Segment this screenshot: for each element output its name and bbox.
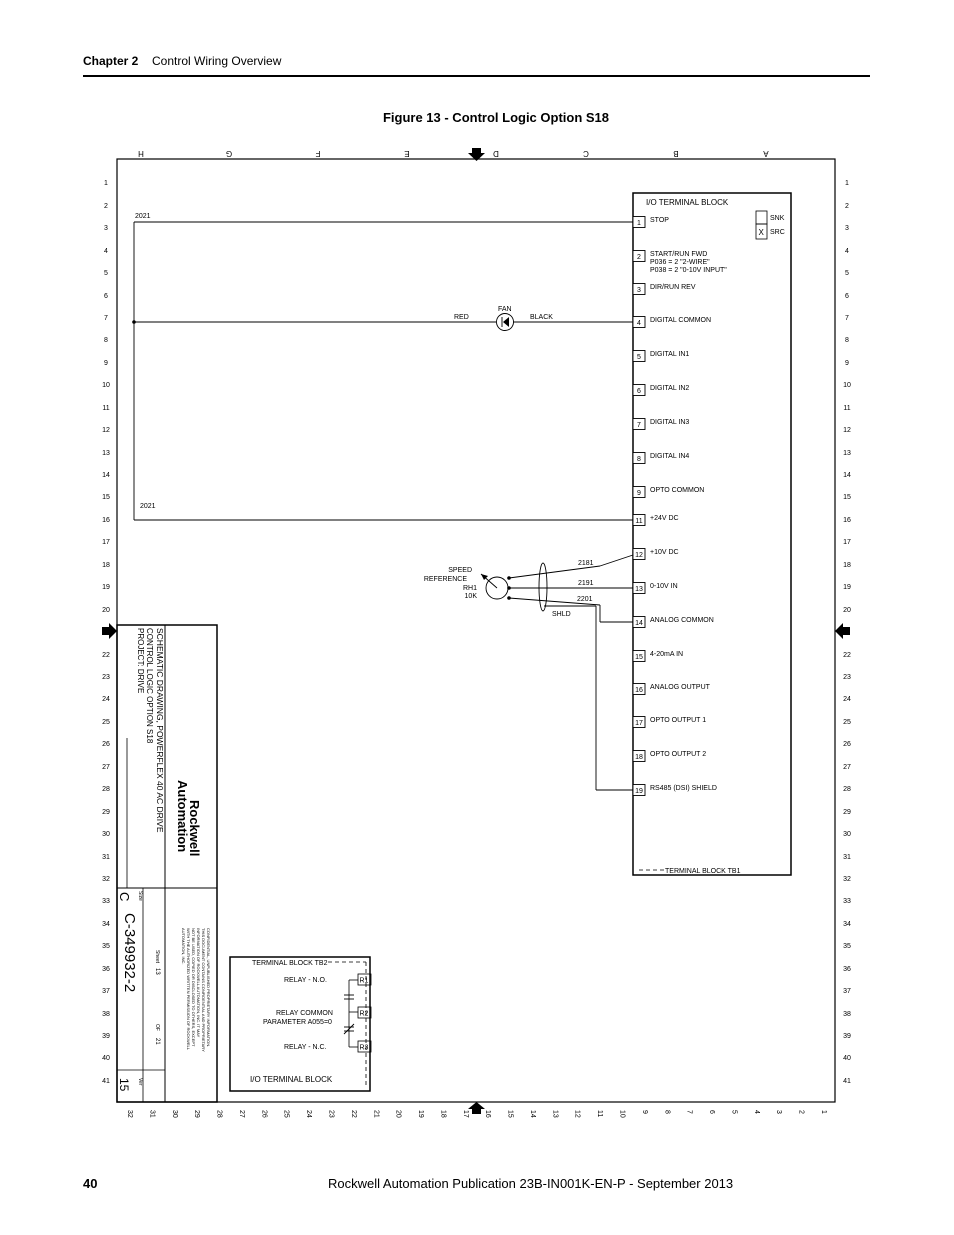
row-number-right: 5 <box>845 270 849 277</box>
wire-2181-b <box>600 555 633 566</box>
bottom-number: 15 <box>506 1110 514 1118</box>
row-number-left: 8 <box>104 337 108 344</box>
bottom-number: 26 <box>260 1110 268 1118</box>
bottom-number: 28 <box>215 1110 223 1118</box>
red-label: RED <box>454 314 469 321</box>
r2-label: R2 <box>359 1010 369 1018</box>
bottom-number: 12 <box>573 1110 581 1118</box>
relay-block-text <box>250 960 369 1084</box>
r1-label: R1 <box>359 977 369 985</box>
row-number-left: 22 <box>102 652 110 659</box>
terminal-label: OPTO OUTPUT 2 <box>650 751 707 758</box>
r3-label: R3 <box>359 1044 369 1052</box>
row-number-left: 13 <box>102 450 110 457</box>
src-selected-mark: X <box>758 228 764 237</box>
row-number-left: 27 <box>102 764 110 771</box>
row-number-right: 38 <box>843 1011 851 1018</box>
bottom-number: 19 <box>417 1110 424 1118</box>
figure-title: Figure 13 - Control Logic Option S18 <box>382 110 610 125</box>
row-number-right: 15 <box>843 494 851 501</box>
row-number-left: 2 <box>104 203 108 210</box>
row-number-right: 13 <box>843 450 851 457</box>
terminal-number: 14 <box>635 620 643 627</box>
drawing-number: C-349932-2 <box>121 913 138 993</box>
row-number-left: 34 <box>102 921 110 928</box>
chapter-label: Chapter 2 <box>83 54 139 68</box>
row-number-right: 2 <box>845 203 849 210</box>
terminal-number: 6 <box>637 388 641 395</box>
terminal-number: 1 <box>637 220 641 227</box>
terminal-label: ANALOG COMMON <box>650 617 714 624</box>
row-number-right: 8 <box>845 337 849 344</box>
row-number-left: 38 <box>102 1011 110 1018</box>
terminal-number: 17 <box>635 720 643 727</box>
row-number-left: 11 <box>102 405 110 412</box>
row-number-left: 10 <box>102 382 110 389</box>
terminal-number: 9 <box>637 490 641 497</box>
row-number-left: 19 <box>102 584 110 591</box>
bottom-number: 2 <box>797 1110 805 1114</box>
frame-labels <box>102 149 851 1118</box>
pot-terminal-top <box>507 576 511 580</box>
relay-nc-label: RELAY - N.C. <box>284 1044 327 1051</box>
pot-terminal-bottom <box>507 596 511 600</box>
bottom-number: 25 <box>282 1110 290 1118</box>
row-number-right: 41 <box>843 1078 851 1085</box>
column-letter: H <box>138 149 144 158</box>
wire-2181-label: 2181 <box>578 560 594 567</box>
sheet-label: Sheet <box>154 950 160 964</box>
bottom-number: 20 <box>394 1110 402 1118</box>
row-number-left: 1 <box>104 180 108 187</box>
sheet-value: 13 <box>154 968 160 975</box>
terminal-label: DIR/RUN REV <box>650 284 696 291</box>
row-number-left: 29 <box>102 809 110 816</box>
bottom-center-arrow <box>468 1102 485 1114</box>
relay-common-label: RELAY COMMON <box>276 1010 333 1017</box>
row-number-right: 3 <box>845 225 849 232</box>
bottom-number: 8 <box>663 1110 671 1114</box>
bottom-number: 22 <box>349 1110 357 1118</box>
column-letter: A <box>763 149 769 158</box>
bottom-number: 7 <box>685 1110 693 1114</box>
bottom-number: 27 <box>237 1110 245 1118</box>
size-value: C <box>117 892 132 902</box>
row-number-left: 4 <box>104 248 108 255</box>
chapter-title: Control Wiring Overview <box>152 54 282 68</box>
confidential-line: NOT BE USED, COPIED OR DISCLOSED TO OTHERS, EXCEPT <box>191 928 196 1047</box>
bottom-number: 14 <box>529 1110 536 1118</box>
confidential-line: THIS DOCUMENT CONTAINS CONFIDENTIAL AND PROPRIETARY <box>201 928 206 1052</box>
row-number-right: 14 <box>843 472 851 479</box>
confidential-line: INFORMATION OF ROCKWELL AUTOMATION, INC. IT MAY <box>196 928 201 1038</box>
io-terminal-block-title: I/O TERMINAL BLOCK <box>646 198 729 207</box>
rh1-label: RH1 <box>462 585 477 592</box>
row-number-left: 7 <box>104 315 108 322</box>
row-number-left: 6 <box>104 293 108 300</box>
row-number-left: 23 <box>102 674 110 681</box>
terminal-label: DIGITAL COMMON <box>650 317 712 324</box>
row-number-right: 32 <box>843 876 851 883</box>
of-value: 21 <box>154 1038 160 1045</box>
terminal-sub-label: P036 = 2 "2-WIRE" <box>650 259 710 266</box>
logo-rockwell: Rockwell <box>187 800 202 857</box>
terminal-label: START/RUN FWD <box>650 251 708 258</box>
row-number-left: 5 <box>104 270 108 277</box>
row-number-right: 28 <box>843 786 851 793</box>
row-number-left: 20 <box>102 607 110 614</box>
terminal-number: 2 <box>637 254 641 261</box>
size-label: Size <box>137 891 143 901</box>
wiring-marks <box>132 317 511 600</box>
snk-label: SNK <box>770 215 785 222</box>
row-number-right: 6 <box>845 293 849 300</box>
wiring <box>134 222 633 790</box>
terminal-label: DIGITAL IN2 <box>650 385 690 392</box>
relay-no-label: RELAY - N.O. <box>284 977 327 984</box>
snk-box <box>756 211 767 224</box>
wire-2021-top-label: 2021 <box>135 213 151 220</box>
column-letter: C <box>583 149 589 158</box>
terminal-number: 16 <box>635 687 643 694</box>
row-number-right: 40 <box>843 1055 851 1062</box>
column-letter: G <box>225 149 233 158</box>
bottom-number: 5 <box>730 1110 738 1114</box>
title-block-text <box>117 628 211 1092</box>
row-number-left: 12 <box>102 427 110 434</box>
row-number-left: 36 <box>102 966 110 973</box>
terminal-label: +10V DC <box>650 549 679 556</box>
row-number-right: 31 <box>843 854 851 861</box>
row-number-left: 39 <box>102 1033 110 1040</box>
bottom-number: 10 <box>618 1110 626 1118</box>
terminal-number: 15 <box>635 654 643 661</box>
confidential-line: WITH THE AUTHORIZED WRITTEN PERMISSION OF ROCKWELL <box>186 928 191 1050</box>
bottom-number: 31 <box>148 1110 156 1118</box>
tb1-label: TERMINAL BLOCK TB1 <box>665 868 741 875</box>
confidential-line: AUTOMATION, INC. <box>181 928 186 965</box>
terminal-label: +24V DC <box>650 515 679 522</box>
terminal-number: 3 <box>637 287 641 294</box>
src-label: SRC <box>770 229 785 236</box>
row-number-right: 26 <box>843 741 851 748</box>
ver-value: 15 <box>117 1078 131 1092</box>
bottom-number: 16 <box>484 1110 492 1118</box>
bottom-number: 13 <box>551 1110 559 1118</box>
shld-label: SHLD <box>552 611 571 618</box>
row-number-left: 35 <box>102 943 110 950</box>
row-number-left: 24 <box>102 696 110 703</box>
terminal-number: 5 <box>637 354 641 361</box>
bottom-number: 24 <box>305 1110 313 1118</box>
terminal-number: 8 <box>637 456 641 463</box>
confidential-notice <box>181 928 211 1052</box>
terminal-number: 7 <box>637 422 641 429</box>
left-center-arrow <box>102 623 117 639</box>
speed-label: SPEED <box>448 567 472 574</box>
wire-2021-bottom-label: 2021 <box>140 503 156 510</box>
terminal-number: 19 <box>635 788 643 795</box>
bottom-number: 23 <box>327 1110 335 1118</box>
shield-ellipse <box>539 563 547 611</box>
row-number-left: 28 <box>102 786 110 793</box>
relay-block-footer: I/O TERMINAL BLOCK <box>250 1075 333 1084</box>
row-number-right: 9 <box>845 360 849 367</box>
row-number-left: 33 <box>102 898 110 905</box>
pot-terminal-mid <box>507 586 511 590</box>
row-number-right: 4 <box>845 248 849 255</box>
row-number-left: 25 <box>102 719 110 726</box>
terminal-label: RS485 (DSI) SHIELD <box>650 785 717 792</box>
bottom-number: 9 <box>640 1110 648 1114</box>
rh1-value-label: 10K <box>464 593 477 600</box>
row-number-right: 7 <box>845 315 849 322</box>
row-number-left: 31 <box>102 854 110 861</box>
bottom-number: 21 <box>372 1110 380 1118</box>
bottom-number: 1 <box>820 1110 827 1114</box>
bottom-number: 6 <box>708 1110 716 1114</box>
row-number-left: 9 <box>104 360 108 367</box>
row-number-right: 34 <box>843 921 851 928</box>
wire-junction <box>132 320 136 324</box>
terminal-label: OPTO COMMON <box>650 487 705 494</box>
bottom-number: 30 <box>170 1110 178 1118</box>
terminal-label: DIGITAL IN1 <box>650 351 690 358</box>
terminal-label: DIGITAL IN3 <box>650 419 690 426</box>
row-number-right: 1 <box>845 180 849 187</box>
row-number-right: 20 <box>843 607 851 614</box>
fan-label: FAN <box>498 306 512 313</box>
relay-common-param: PARAMETER A055=0 <box>263 1019 332 1026</box>
row-number-left: 26 <box>102 741 110 748</box>
row-number-right: 16 <box>843 517 851 524</box>
terminal-label: OPTO OUTPUT 1 <box>650 717 707 724</box>
row-number-left: 14 <box>102 472 110 479</box>
row-number-left: 15 <box>102 494 110 501</box>
row-number-left: 30 <box>102 831 110 838</box>
ver-label: Ver <box>137 1078 143 1086</box>
row-number-right: 22 <box>843 652 851 659</box>
wire-2191-label: 2191 <box>578 580 594 587</box>
bottom-number: 17 <box>461 1110 469 1118</box>
wire-2181-a <box>509 566 600 578</box>
row-number-right: 30 <box>843 831 851 838</box>
column-letter: B <box>673 149 679 158</box>
row-number-left: 32 <box>102 876 110 883</box>
bottom-number: 32 <box>126 1110 133 1118</box>
tb2-title: TERMINAL BLOCK TB2 <box>252 960 328 967</box>
logo-automation: Automation <box>175 780 190 853</box>
column-letter: D <box>493 149 499 158</box>
row-number-left: 3 <box>104 225 108 232</box>
terminal-label: 4-20mA IN <box>650 651 684 658</box>
column-letter: F <box>315 149 321 158</box>
row-number-right: 19 <box>843 584 851 591</box>
fan-diode-triangle <box>503 317 509 327</box>
schematic-border <box>117 159 835 1102</box>
terminal-number: 4 <box>637 320 641 327</box>
terminal-number: 18 <box>635 754 643 761</box>
title-line-1: SCHEMATIC DRAWING, POWERFLEX 40 AC DRIVE <box>155 628 165 833</box>
row-number-right: 39 <box>843 1033 851 1040</box>
title-line-3: PROJECT: DRIVE <box>136 628 145 694</box>
row-number-right: 27 <box>843 764 851 771</box>
of-label: OF <box>154 1024 160 1031</box>
title-line-2: CONTROL LOGIC OPTION S18 <box>145 628 154 744</box>
wire-2201-label: 2201 <box>577 596 593 603</box>
column-letter: E <box>404 149 410 158</box>
row-number-right: 10 <box>843 382 851 389</box>
terminal-label: DIGITAL IN4 <box>650 453 690 460</box>
confidential-line: CONFIDENTIAL, UNPUBLISHED PROPRIETARY INFORMATION. <box>206 928 211 1048</box>
row-number-left: 18 <box>102 562 110 569</box>
bottom-number: 4 <box>752 1110 760 1114</box>
terminal-label: 0-10V IN <box>650 583 678 590</box>
terminal-label: STOP <box>650 217 669 224</box>
row-number-right: 36 <box>843 966 851 973</box>
center-arrows <box>102 148 850 1114</box>
right-center-arrow <box>835 623 850 639</box>
row-number-right: 23 <box>843 674 851 681</box>
row-number-right: 35 <box>843 943 851 950</box>
row-number-right: 37 <box>843 988 851 995</box>
row-number-right: 29 <box>843 809 851 816</box>
terminal-label: ANALOG OUTPUT <box>650 684 710 691</box>
row-number-right: 11 <box>843 405 851 412</box>
bottom-number: 3 <box>775 1110 783 1114</box>
row-number-right: 25 <box>843 719 851 726</box>
bottom-number: 29 <box>193 1110 201 1118</box>
row-number-left: 40 <box>102 1055 110 1062</box>
publication-info: Rockwell Automation Publication 23B-IN001K-EN-P - September 2013 <box>328 1176 734 1191</box>
bottom-number: 18 <box>439 1110 447 1118</box>
page-number: 40 <box>83 1176 98 1191</box>
row-number-right: 17 <box>843 539 851 546</box>
row-number-left: 16 <box>102 517 110 524</box>
terminal-number: 12 <box>635 552 643 559</box>
terminal-list <box>633 217 727 796</box>
row-number-right: 24 <box>843 696 851 703</box>
row-number-left: 37 <box>102 988 110 995</box>
wiring-labels <box>135 213 594 618</box>
terminal-sub-label: P038 = 2 "0-10V INPUT" <box>650 267 727 274</box>
black-label: BLACK <box>530 314 553 321</box>
io-terminal-block <box>633 193 791 875</box>
terminal-number: 13 <box>635 586 643 593</box>
reference-label: REFERENCE <box>423 576 467 583</box>
row-number-right: 12 <box>843 427 851 434</box>
row-number-left: 41 <box>102 1078 110 1085</box>
terminal-number: 11 <box>635 518 643 525</box>
row-number-left: 17 <box>102 539 110 546</box>
row-number-right: 18 <box>843 562 851 569</box>
row-number-right: 33 <box>843 898 851 905</box>
bottom-number: 11 <box>596 1110 604 1118</box>
